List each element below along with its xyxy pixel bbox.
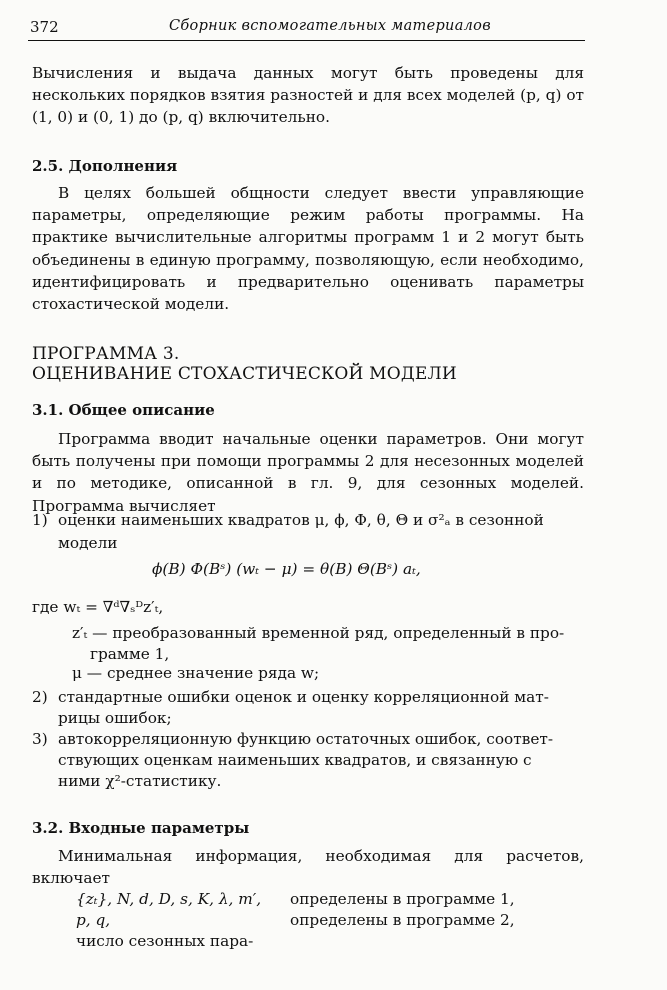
section-2-5-text: В целях большей общности следует ввести управляющие параметры, определяющие режим работы программы. На практике вычислительные алгоритмы программ 1 и 2 могут быть объединены в единую программу, позволяющую, если необходимо, идентифицировать и предварительно оценивать параметры стохастической модели. — [32, 184, 584, 314]
intro-paragraph: Вычисления и выдача данных могут быть проведены для нескольких порядков взятия разностей и для всех моделей (p, q) от (1, 0) и (0, 1) до (p, q) включительно. — [32, 64, 584, 127]
definition-z-line-2: грамме 1, — [90, 645, 170, 663]
section-3-1-heading: 3.1. Общее описание — [32, 401, 215, 419]
section-2-5-heading: 2.5. Дополнения — [32, 157, 178, 175]
item-1-line-2: модели — [58, 534, 118, 552]
program-3-title: ПРОГРАММА 3. — [32, 344, 180, 364]
input-row-2-left: p, q, — [76, 911, 111, 929]
definition-z-line-1: z′ₜ — преобразованный временной ряд, определенный в про- — [72, 624, 565, 642]
page-header — [28, 14, 585, 41]
input-row-1-right: определены в программе 1, — [290, 890, 515, 908]
item-2-line-2: рицы ошибок; — [58, 709, 172, 727]
item-2-number: 2) — [32, 688, 48, 706]
item-2-line-1: стандартные ошибки оценок и оценку корреляционной мат- — [58, 688, 549, 706]
page-number: 372 — [30, 18, 59, 36]
where-line: где wₜ = ∇ᵈ∇ₛᴰz′ₜ, — [32, 598, 164, 616]
item-3-line-2: ствующих оценкам наименьших квадратов, и связанную с — [58, 751, 532, 769]
section-3-2-heading: 3.2. Входные параметры — [32, 819, 250, 837]
item-1-number: 1) — [32, 511, 48, 529]
item-3-number: 3) — [32, 730, 48, 748]
input-row-2-right: определены в программе 2, — [290, 911, 515, 929]
running-title: Сборник вспомогательных материалов — [169, 18, 491, 34]
item-1-line-1: оценки наименьших квадратов μ, ϕ, Φ, θ, Θ и σ²ₐ в сезонной — [58, 511, 544, 529]
input-row-3-left: число сезонных пара- — [76, 932, 254, 950]
item-3-line-3: ними χ²-статистику. — [58, 772, 222, 790]
input-row-1-left: {zₜ}, N, d, D, s, K, λ, m′, — [76, 890, 262, 908]
equation: ϕ(B) Φ(Bˢ) (wₜ − μ) = θ(B) Θ(Bˢ) aₜ, — [152, 560, 421, 578]
section-3-1-text: Программа вводит начальные оценки параметров. Они могут быть получены при помощи программы 2 для несезонных моделей и по методике, описанной в гл. 9, для сезонных моделей. Программа вычисляет — [32, 430, 584, 515]
section-3-2-text: Минимальная информация, необходимая для расчетов, включает — [32, 847, 584, 888]
program-3-subtitle: ОЦЕНИВАНИЕ СТОХАСТИЧЕСКОЙ МОДЕЛИ — [32, 364, 457, 384]
item-3-line-1: автокорреляционную функцию остаточных ошибок, соответ- — [58, 730, 554, 748]
definition-mu: μ — среднее значение ряда w; — [72, 664, 320, 682]
